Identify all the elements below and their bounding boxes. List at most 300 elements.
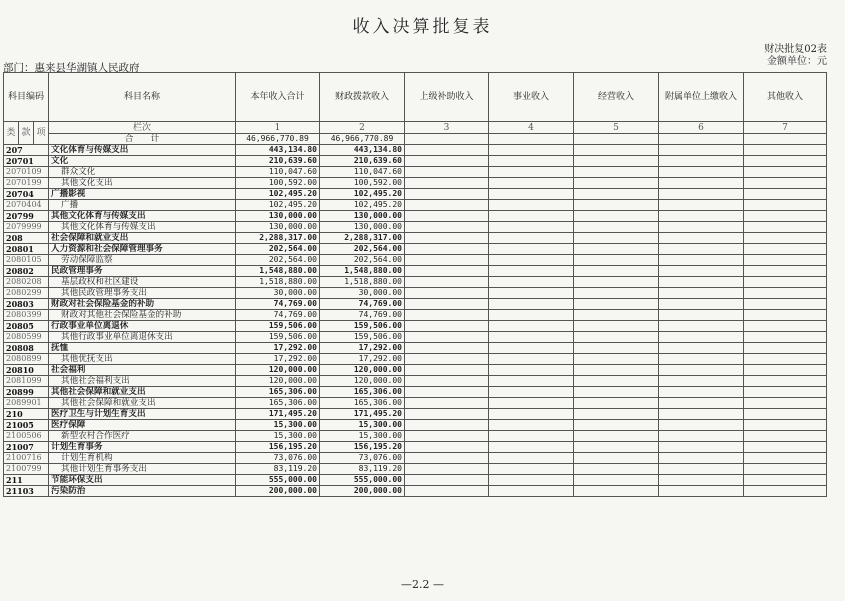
empty-cell: [574, 365, 659, 376]
row-name: 其他社会保障和就业支出: [49, 398, 236, 409]
row-code: 2070109: [4, 167, 49, 178]
empty-cell: [744, 189, 827, 200]
row-fiscal-income: 443,134.80: [320, 145, 405, 156]
row-total-income: 1,518,880.00: [236, 277, 320, 288]
empty-cell: [405, 475, 489, 486]
row-fiscal-income: 1,518,880.00: [320, 277, 405, 288]
empty-cell: [405, 398, 489, 409]
empty-cell: [659, 321, 744, 332]
empty-cell: [659, 431, 744, 442]
table-row: [4, 475, 827, 486]
empty-cell: [744, 266, 827, 277]
row-code: 20801: [4, 244, 49, 255]
row-fiscal-income: 210,639.60: [320, 156, 405, 167]
row-code: 21005: [4, 420, 49, 431]
empty-cell: [744, 420, 827, 431]
unit-label: 金额单位：元: [767, 56, 827, 67]
header-col-1: 本年收入合计: [236, 73, 320, 122]
empty-cell: [405, 420, 489, 431]
empty-cell: [659, 365, 744, 376]
empty-cell: [489, 189, 574, 200]
row-total-income: 73,076.00: [236, 453, 320, 464]
empty-cell: [489, 310, 574, 321]
row-fiscal-income: 30,000.00: [320, 288, 405, 299]
header-col-4: 事业收入: [489, 73, 574, 122]
header-name: 科目名称: [49, 73, 236, 122]
empty-cell: [489, 354, 574, 365]
total-value: 46,966,770.89: [320, 134, 405, 145]
empty-cell: [489, 178, 574, 189]
empty-cell: [574, 376, 659, 387]
empty-cell: [659, 420, 744, 431]
empty-cell: [405, 464, 489, 475]
row-fiscal-income: 202,564.00: [320, 255, 405, 266]
row-fiscal-income: 110,047.60: [320, 167, 405, 178]
row-fiscal-income: 130,000.00: [320, 211, 405, 222]
row-total-income: 120,000.00: [236, 376, 320, 387]
total-value: 46,966,770.89: [236, 134, 320, 145]
empty-cell: [489, 343, 574, 354]
table-row: [4, 420, 827, 431]
empty-cell: [744, 431, 827, 442]
table-row: [4, 376, 827, 387]
sub-header-kuan: 款: [19, 122, 34, 145]
empty-cell: [744, 277, 827, 288]
empty-cell: [659, 189, 744, 200]
empty-cell: [659, 200, 744, 211]
row-fiscal-income: 165,306.00: [320, 398, 405, 409]
row-code: 208: [4, 233, 49, 244]
table-row: [4, 365, 827, 376]
empty-cell: [489, 431, 574, 442]
table-row: [4, 266, 827, 277]
empty-cell: [489, 233, 574, 244]
empty-cell: [744, 145, 827, 156]
row-name: 医疗保障: [49, 420, 236, 431]
empty-cell: [744, 354, 827, 365]
row-code: 2070199: [4, 178, 49, 189]
row-total-income: 1,548,880.00: [236, 266, 320, 277]
col-number: 6: [659, 122, 744, 134]
row-total-income: 156,195.20: [236, 442, 320, 453]
column-label: 栏次: [49, 122, 236, 134]
table-row: [4, 332, 827, 343]
header-row: [4, 73, 827, 122]
empty-cell: [574, 167, 659, 178]
row-fiscal-income: 202,564.00: [320, 244, 405, 255]
row-name: 财政对社会保险基金的补助: [49, 299, 236, 310]
empty-cell: [489, 442, 574, 453]
table-row: [4, 277, 827, 288]
row-name: 文化体育与传媒支出: [49, 145, 236, 156]
row-code: 21103: [4, 486, 49, 497]
empty-cell: [405, 486, 489, 497]
table-body: [4, 145, 827, 497]
empty-cell: [405, 409, 489, 420]
empty-cell: [489, 453, 574, 464]
empty-cell: [405, 222, 489, 233]
row-fiscal-income: 102,495.20: [320, 200, 405, 211]
empty-cell: [744, 453, 827, 464]
row-total-income: 30,000.00: [236, 288, 320, 299]
row-total-income: 83,119.20: [236, 464, 320, 475]
row-name: 新型农村合作医疗: [49, 431, 236, 442]
row-total-income: 171,495.20: [236, 409, 320, 420]
row-fiscal-income: 156,195.20: [320, 442, 405, 453]
row-fiscal-income: 130,000.00: [320, 222, 405, 233]
empty-cell: [659, 442, 744, 453]
row-name: 其他计划生育事务支出: [49, 464, 236, 475]
row-code: 2080105: [4, 255, 49, 266]
empty-cell: [489, 266, 574, 277]
row-code: 20805: [4, 321, 49, 332]
empty-cell: [489, 365, 574, 376]
row-name: 其他文化体育与传媒支出: [49, 211, 236, 222]
row-name: 其他优抚支出: [49, 354, 236, 365]
empty-cell: [405, 431, 489, 442]
row-code: 2081099: [4, 376, 49, 387]
row-total-income: 100,592.00: [236, 178, 320, 189]
empty-cell: [574, 409, 659, 420]
header-col-6: 附属单位上缴收入: [659, 73, 744, 122]
row-fiscal-income: 1,548,880.00: [320, 266, 405, 277]
empty-cell: [659, 376, 744, 387]
empty-cell: [744, 288, 827, 299]
empty-cell: [744, 299, 827, 310]
empty-cell: [574, 442, 659, 453]
header-col-5: 经营收入: [574, 73, 659, 122]
empty-cell: [659, 266, 744, 277]
row-code: 20701: [4, 156, 49, 167]
empty-cell: [744, 222, 827, 233]
empty-cell: [405, 178, 489, 189]
empty-cell: [659, 145, 744, 156]
col-number: 3: [405, 122, 489, 134]
empty-cell: [574, 244, 659, 255]
empty-cell: [574, 233, 659, 244]
empty-cell: [405, 332, 489, 343]
empty-cell: [405, 376, 489, 387]
empty-cell: [744, 167, 827, 178]
row-total-income: 200,000.00: [236, 486, 320, 497]
row-fiscal-income: 15,300.00: [320, 431, 405, 442]
empty-cell: [405, 343, 489, 354]
sub-header-lei: 类: [4, 122, 19, 145]
row-total-income: 202,564.00: [236, 255, 320, 266]
empty-cell: [405, 299, 489, 310]
form-id: 财决批复02表: [764, 44, 827, 55]
row-total-income: 202,564.00: [236, 244, 320, 255]
header-col-3: 上级补助收入: [405, 73, 489, 122]
row-fiscal-income: 74,769.00: [320, 299, 405, 310]
empty-cell: [574, 156, 659, 167]
row-fiscal-income: 171,495.20: [320, 409, 405, 420]
empty-cell: [405, 211, 489, 222]
row-total-income: 74,769.00: [236, 299, 320, 310]
row-name: 广播影视: [49, 189, 236, 200]
row-code: 2100716: [4, 453, 49, 464]
empty-cell: [574, 266, 659, 277]
empty-cell: [405, 156, 489, 167]
table-row: [4, 299, 827, 310]
row-fiscal-income: 120,000.00: [320, 376, 405, 387]
empty-cell: [489, 321, 574, 332]
header-col-2: 财政拨款收入: [320, 73, 405, 122]
empty-cell: [405, 354, 489, 365]
row-fiscal-income: 2,288,317.00: [320, 233, 405, 244]
row-code: 20899: [4, 387, 49, 398]
row-total-income: 159,506.00: [236, 321, 320, 332]
empty-cell: [659, 288, 744, 299]
row-total-income: 15,300.00: [236, 431, 320, 442]
table-row: [4, 310, 827, 321]
row-name: 抚恤: [49, 343, 236, 354]
page-number: —2.2 —: [401, 578, 444, 591]
empty-cell: [489, 387, 574, 398]
row-code: 21007: [4, 442, 49, 453]
table-row: [4, 200, 827, 211]
empty-cell: [744, 464, 827, 475]
empty-cell: [659, 156, 744, 167]
empty-cell: [574, 255, 659, 266]
empty-cell: [574, 343, 659, 354]
row-total-income: 17,292.00: [236, 354, 320, 365]
row-total-income: 165,306.00: [236, 398, 320, 409]
empty-cell: [744, 343, 827, 354]
row-total-income: 17,292.00: [236, 343, 320, 354]
empty-cell: [659, 178, 744, 189]
empty-cell: [489, 332, 574, 343]
empty-cell: [489, 376, 574, 387]
row-fiscal-income: 165,306.00: [320, 387, 405, 398]
table-row: [4, 211, 827, 222]
row-code: 211: [4, 475, 49, 486]
empty-cell: [489, 222, 574, 233]
row-fiscal-income: 83,119.20: [320, 464, 405, 475]
table-row: [4, 321, 827, 332]
empty-cell: [659, 354, 744, 365]
empty-cell: [405, 145, 489, 156]
empty-cell: [574, 387, 659, 398]
row-total-income: 130,000.00: [236, 211, 320, 222]
table-row: [4, 398, 827, 409]
empty-cell: [744, 398, 827, 409]
empty-cell: [744, 475, 827, 486]
empty-cell: [659, 244, 744, 255]
empty-cell: [574, 189, 659, 200]
row-fiscal-income: 17,292.00: [320, 354, 405, 365]
col-number: 7: [744, 122, 827, 134]
row-code: 2080399: [4, 310, 49, 321]
page-title: 收入决算批复表: [352, 17, 493, 37]
row-total-income: 120,000.00: [236, 365, 320, 376]
table-row: [4, 178, 827, 189]
empty-cell: [405, 310, 489, 321]
row-code: 2080208: [4, 277, 49, 288]
empty-cell: [574, 354, 659, 365]
empty-cell: [659, 398, 744, 409]
row-fiscal-income: 15,300.00: [320, 420, 405, 431]
empty-cell: [659, 310, 744, 321]
empty-cell: [405, 167, 489, 178]
row-name: 污染防治: [49, 486, 236, 497]
empty-cell: [405, 189, 489, 200]
col-number: 2: [320, 122, 405, 134]
row-code: 2089901: [4, 398, 49, 409]
empty-cell: [489, 167, 574, 178]
row-code: 210: [4, 409, 49, 420]
empty-cell: [744, 365, 827, 376]
empty-cell: [574, 211, 659, 222]
row-name: 其他社会保障和就业支出: [49, 387, 236, 398]
row-name: 计划生育事务: [49, 442, 236, 453]
row-code: 2100506: [4, 431, 49, 442]
empty-cell: [574, 299, 659, 310]
empty-cell: [659, 167, 744, 178]
row-name: 医疗卫生与计划生育支出: [49, 409, 236, 420]
table-row: [4, 431, 827, 442]
empty-cell: [574, 398, 659, 409]
empty-cell: [659, 475, 744, 486]
empty-cell: [659, 332, 744, 343]
empty-cell: [405, 365, 489, 376]
empty-cell: [489, 200, 574, 211]
row-code: 2100799: [4, 464, 49, 475]
row-total-income: 130,000.00: [236, 222, 320, 233]
empty-cell: [574, 178, 659, 189]
empty-cell: [659, 277, 744, 288]
empty-cell: [744, 387, 827, 398]
row-name: 其他文化支出: [49, 178, 236, 189]
row-fiscal-income: 17,292.00: [320, 343, 405, 354]
empty-cell: [744, 321, 827, 332]
empty-cell: [744, 244, 827, 255]
row-total-income: 165,306.00: [236, 387, 320, 398]
empty-cell: [744, 255, 827, 266]
table-row: [4, 189, 827, 200]
row-fiscal-income: 200,000.00: [320, 486, 405, 497]
row-name: 其他民政管理事务支出: [49, 288, 236, 299]
empty-cell: [744, 486, 827, 497]
row-name: 广播: [49, 200, 236, 211]
row-code: 2070404: [4, 200, 49, 211]
empty-cell: [574, 310, 659, 321]
table-row: [4, 233, 827, 244]
empty-cell: [574, 420, 659, 431]
row-fiscal-income: 159,506.00: [320, 321, 405, 332]
table-row: [4, 442, 827, 453]
row-name: 民政管理事务: [49, 266, 236, 277]
row-fiscal-income: 555,000.00: [320, 475, 405, 486]
empty-cell: [405, 442, 489, 453]
empty-cell: [659, 387, 744, 398]
empty-cell: [489, 409, 574, 420]
table-row: [4, 255, 827, 266]
empty-cell: [659, 486, 744, 497]
row-total-income: 159,506.00: [236, 332, 320, 343]
row-name: 行政事业单位离退休: [49, 321, 236, 332]
row-total-income: 443,134.80: [236, 145, 320, 156]
row-code: 20810: [4, 365, 49, 376]
table-row: [4, 145, 827, 156]
empty-cell: [744, 409, 827, 420]
table-row: [4, 387, 827, 398]
empty-cell: [659, 343, 744, 354]
table-row: [4, 288, 827, 299]
row-fiscal-income: 74,769.00: [320, 310, 405, 321]
empty-cell: [744, 332, 827, 343]
empty-cell: [405, 266, 489, 277]
header-col-7: 其他收入: [744, 73, 827, 122]
empty-cell: [574, 145, 659, 156]
empty-cell: [489, 244, 574, 255]
row-total-income: 102,495.20: [236, 200, 320, 211]
table-row: [4, 354, 827, 365]
empty-cell: [405, 255, 489, 266]
total-label: 合 计: [49, 134, 236, 145]
empty-cell: [405, 233, 489, 244]
row-name: 人力资源和社会保障管理事务: [49, 244, 236, 255]
table-row: [4, 464, 827, 475]
col-number: 1: [236, 122, 320, 134]
empty-cell: [744, 200, 827, 211]
table-row: [4, 156, 827, 167]
col-number: 5: [574, 122, 659, 134]
empty-cell: [659, 464, 744, 475]
table-row: [4, 167, 827, 178]
empty-cell: [405, 288, 489, 299]
row-fiscal-income: 120,000.00: [320, 365, 405, 376]
row-name: 其他社会福利支出: [49, 376, 236, 387]
row-total-income: 210,639.60: [236, 156, 320, 167]
empty-cell: [489, 420, 574, 431]
empty-cell: [405, 321, 489, 332]
empty-cell: [574, 475, 659, 486]
row-name: 基层政权和社区建设: [49, 277, 236, 288]
empty-cell: [574, 200, 659, 211]
empty-cell: [659, 233, 744, 244]
empty-cell: [405, 244, 489, 255]
empty-cell: [744, 310, 827, 321]
form-meta: [764, 44, 827, 68]
row-total-income: 2,288,317.00: [236, 233, 320, 244]
empty-cell: [489, 299, 574, 310]
empty-cell: [744, 211, 827, 222]
sub-header-xiang: 项: [34, 122, 49, 145]
row-fiscal-income: 73,076.00: [320, 453, 405, 464]
empty-cell: [744, 156, 827, 167]
empty-cell: [574, 431, 659, 442]
empty-cell: [744, 233, 827, 244]
row-name: 社会福利: [49, 365, 236, 376]
empty-cell: [489, 211, 574, 222]
row-name: 群众文化: [49, 167, 236, 178]
row-code: 2079999: [4, 222, 49, 233]
table-row: [4, 409, 827, 420]
empty-cell: [744, 178, 827, 189]
total-row: [4, 134, 827, 145]
row-fiscal-income: 102,495.20: [320, 189, 405, 200]
row-fiscal-income: 100,592.00: [320, 178, 405, 189]
header-code: 科目编码: [4, 73, 49, 122]
row-code: 2080299: [4, 288, 49, 299]
row-name: 节能环保支出: [49, 475, 236, 486]
department-label: 部门：惠来县华湖镇人民政府: [3, 62, 140, 74]
empty-cell: [489, 145, 574, 156]
row-name: 其他文化体育与传媒支出: [49, 222, 236, 233]
row-total-income: 74,769.00: [236, 310, 320, 321]
empty-cell: [659, 409, 744, 420]
